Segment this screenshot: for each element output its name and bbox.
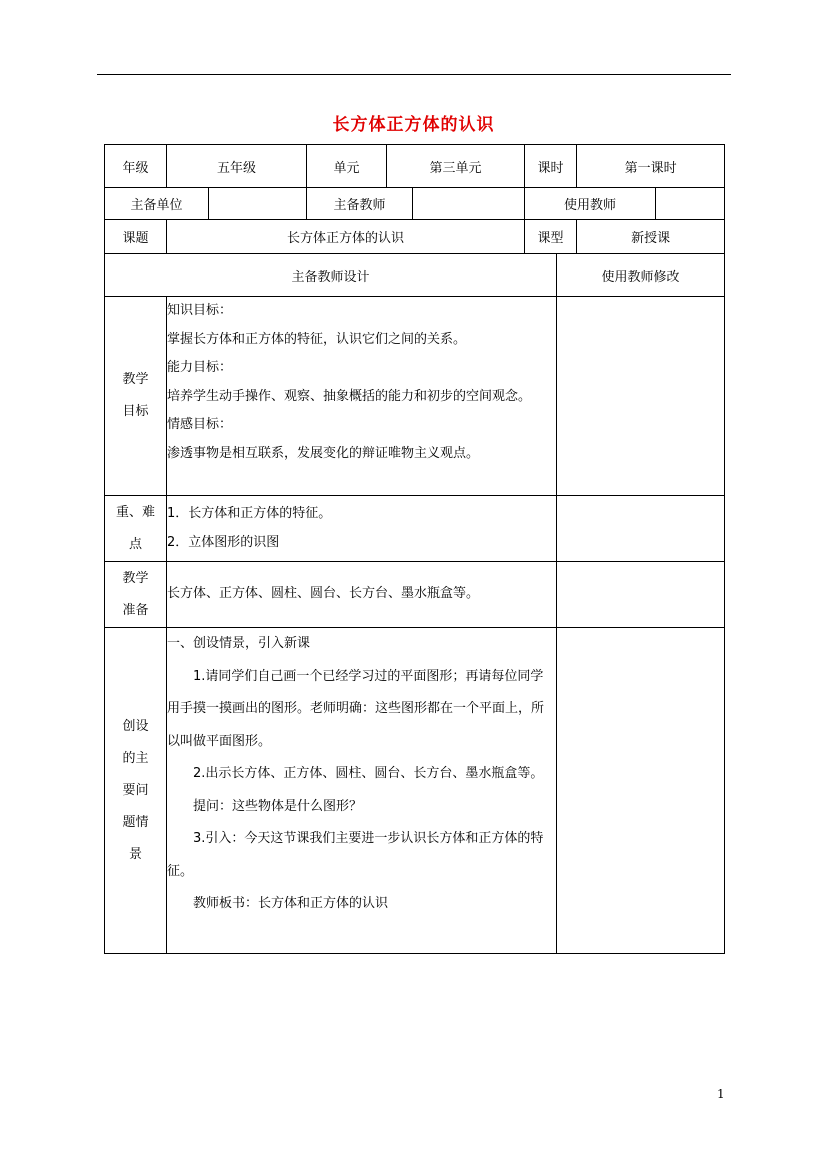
row-grade	[105, 145, 725, 188]
row-column-headers	[105, 254, 725, 297]
main-teacher-value	[413, 188, 525, 220]
use-teacher-value	[656, 188, 725, 220]
scenario-modify-cell	[557, 628, 725, 954]
keypoints-content	[167, 496, 557, 562]
goals-label: 教学 目标	[105, 297, 167, 496]
scenario-paragraph: 3.引入：今天这节课我们主要进一步认识长方体和正方体的特征。	[167, 831, 544, 879]
prep-label: 教学 准备	[105, 562, 167, 628]
goals-line: 掌握长方体和正方体的特征，认识它们之间的关系。	[167, 331, 467, 347]
keypoints-line: 2．立体图形的识图	[167, 534, 280, 550]
keypoints-line: 1．长方体和正方体的特征。	[167, 506, 332, 521]
period-label: 课时	[525, 145, 577, 188]
scenario-paragraph: 2.出示长方体、正方体、圆柱、圆台、长方台、墨水瓶盒等。	[193, 766, 544, 781]
goals-content	[167, 297, 557, 496]
goals-line: 知识目标：	[167, 303, 233, 318]
row-scenario	[105, 628, 725, 954]
row-topic	[105, 220, 725, 254]
scenario-heading: 一、创设情景，引入新课	[167, 636, 311, 651]
type-label: 课型	[525, 220, 577, 254]
goals-line: 渗透事物是相互联系，发展变化的辩证唯物主义观点。	[167, 445, 480, 461]
document-title: 长方体正方体的认识	[332, 115, 495, 135]
goals-line: 培养学生动手操作、观察、抽象概括的能力和初步的空间观念。	[167, 388, 532, 404]
scenario-content	[167, 628, 557, 954]
row-prep	[105, 562, 725, 628]
grade-value: 五年级	[167, 145, 307, 188]
scenario-paragraph: 提问：这些物体是什么图形？	[193, 798, 363, 814]
main-teacher-label: 主备教师	[307, 188, 413, 220]
unit-label: 单元	[307, 145, 387, 188]
row-goals	[105, 297, 725, 496]
use-teacher-label: 使用教师	[525, 188, 656, 220]
header-rule	[97, 74, 731, 75]
topic-label: 课题	[105, 220, 167, 254]
row-staff	[105, 188, 725, 220]
scenario-paragraph: 1.请同学们自己画一个已经学习过的平面图形；再请每位同学用手摸一摸画出的图形。老师明确：这些图形都在一个平面上，所以叫做平面图形。	[167, 668, 545, 749]
type-value: 新授课	[577, 220, 725, 254]
design-column-header: 主备教师设计	[105, 254, 557, 297]
goals-line: 情感目标：	[167, 417, 233, 432]
scenario-paragraph: 教师板书：长方体和正方体的认识	[193, 896, 389, 911]
goals-line: 能力目标：	[167, 360, 233, 375]
scenario-label: 创设 的主 要问 题情 景	[105, 628, 167, 954]
prep-content: 长方体、正方体、圆柱、圆台、长方台、墨水瓶盒等。	[167, 562, 557, 628]
row-keypoints	[105, 496, 725, 562]
modify-column-header: 使用教师修改	[557, 254, 725, 297]
main-unit-value	[209, 188, 307, 220]
page-number: 1	[717, 1087, 725, 1101]
topic-value: 长方体正方体的认识	[167, 220, 525, 254]
grade-label: 年级	[105, 145, 167, 188]
lesson-plan-table	[104, 144, 725, 954]
keypoints-label: 重、难 点	[105, 496, 167, 562]
keypoints-modify-cell	[557, 496, 725, 562]
prep-modify-cell	[557, 562, 725, 628]
unit-value: 第三单元	[387, 145, 525, 188]
main-unit-label: 主备单位	[105, 188, 209, 220]
goals-modify-cell	[557, 297, 725, 496]
period-value: 第一课时	[577, 145, 725, 188]
